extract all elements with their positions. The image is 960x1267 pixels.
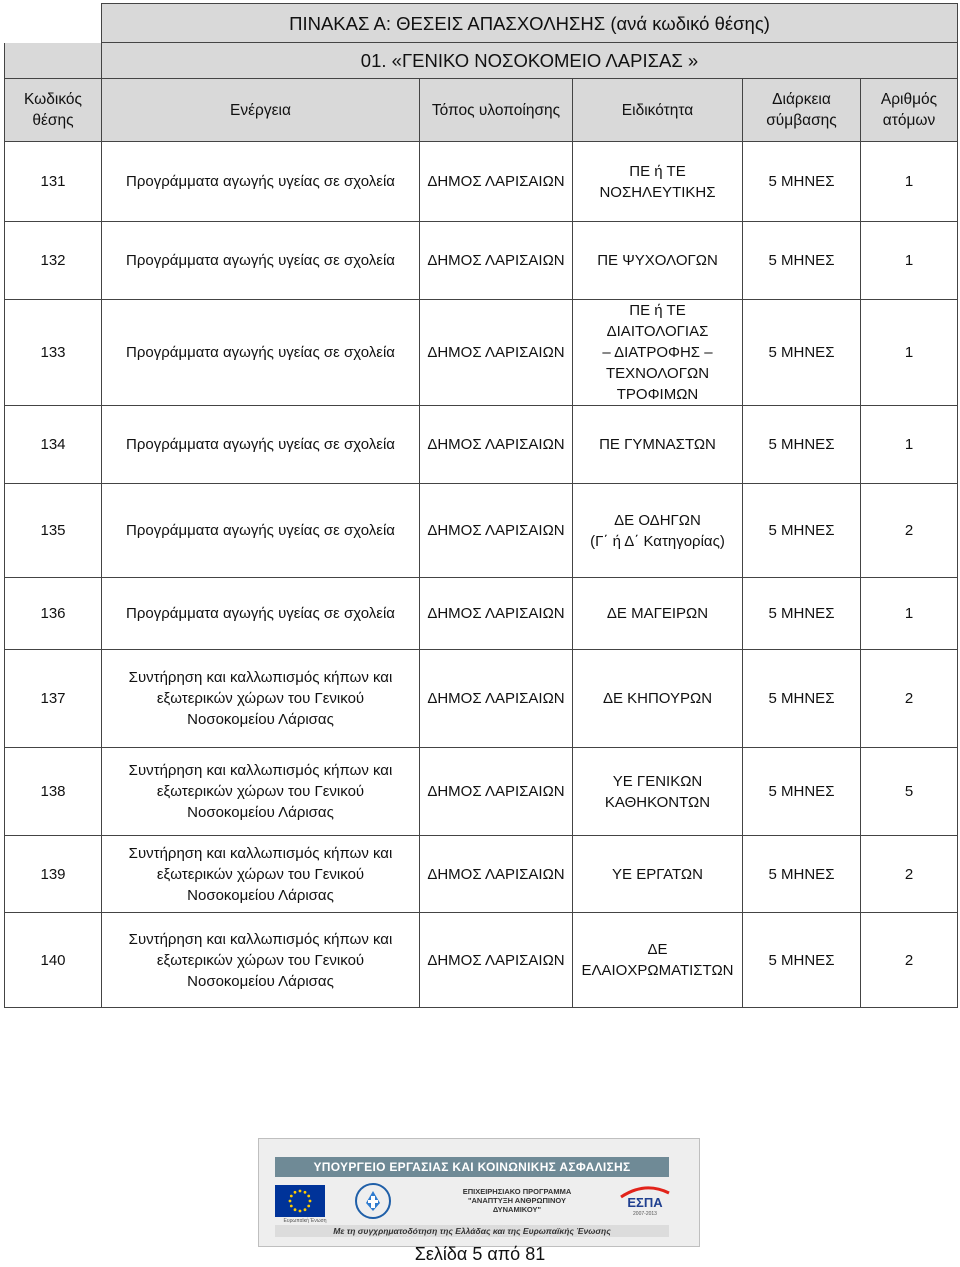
cell-specialty: ΠΕ ΨΥΧΟΛΟΓΩΝ: [573, 222, 743, 300]
table-row: [5, 836, 958, 913]
cell-duration: 5 ΜΗΝΕΣ: [743, 748, 861, 836]
cell-location: ΔΗΜΟΣ ΛΑΡΙΣΑΙΩΝ: [420, 748, 573, 836]
greek-emblem-icon: [353, 1181, 393, 1221]
table-title-row: [5, 4, 958, 43]
cell-count: 1: [861, 300, 958, 406]
cell-specialty: ΔΕ ΚΗΠΟΥΡΩΝ: [573, 650, 743, 748]
cell-code: 136: [5, 578, 102, 650]
cell-specialty: ΔΕ ΟΔΗΓΩΝ (Γ΄ ή Δ΄ Κατηγορίας): [573, 484, 743, 578]
table-row: [5, 406, 958, 484]
header-count: Αριθμός ατόμων: [861, 79, 958, 142]
cell-specialty: ΥΕ ΓΕΝΙΚΩΝ ΚΑΘΗΚΟΝΤΩΝ: [573, 748, 743, 836]
cell-specialty: ΔΕ ΜΑΓΕΙΡΩΝ: [573, 578, 743, 650]
cell-count: 1: [861, 222, 958, 300]
table-row: [5, 142, 958, 222]
cell-count: 2: [861, 913, 958, 1008]
cell-count: 2: [861, 650, 958, 748]
cell-location: ΔΗΜΟΣ ΛΑΡΙΣΑΙΩΝ: [420, 142, 573, 222]
cell-code: 131: [5, 142, 102, 222]
cell-code: 133: [5, 300, 102, 406]
cell-code: 135: [5, 484, 102, 578]
cell-code: 137: [5, 650, 102, 748]
cell-activity: Συντήρηση και καλλωπισμός κήπων και εξωτερικών χώρων του Γενικού Νοσοκομείου Λάρισας: [102, 913, 420, 1008]
cell-count: 1: [861, 406, 958, 484]
cell-activity: Προγράμματα αγωγής υγείας σε σχολεία: [102, 406, 420, 484]
cell-duration: 5 ΜΗΝΕΣ: [743, 836, 861, 913]
table-title: ΠΙΝΑΚΑΣ Α: ΘΕΣΕΙΣ ΑΠΑΣΧΟΛΗΣΗΣ (ανά κωδικό θέσης): [102, 4, 958, 43]
cell-specialty: ΥΕ ΕΡΓΑΤΩΝ: [573, 836, 743, 913]
header-location: Τόπος υλοποίησης: [420, 79, 573, 142]
svg-text:ΕΣΠΑ: ΕΣΠΑ: [627, 1195, 663, 1210]
table-row: [5, 913, 958, 1008]
cell-activity: Προγράμματα αγωγής υγείας σε σχολεία: [102, 142, 420, 222]
cell-activity: Συντήρηση και καλλωπισμός κήπων και εξωτερικών χώρων του Γενικού Νοσοκομείου Λάρισας: [102, 836, 420, 913]
cell-count: 2: [861, 484, 958, 578]
cell-activity: Προγράμματα αγωγής υγείας σε σχολεία: [102, 578, 420, 650]
table-row: [5, 222, 958, 300]
cell-location: ΔΗΜΟΣ ΛΑΡΙΣΑΙΩΝ: [420, 300, 573, 406]
cell-specialty: ΠΕ ή ΤΕ ΔΙΑΙΤΟΛΟΓΙΑΣ – ΔΙΑΤΡΟΦΗΣ – ΤΕΧΝΟΛΟΓΩΝ ΤΡΟΦΙΜΩΝ: [573, 300, 743, 406]
cell-count: 2: [861, 836, 958, 913]
cell-code: 134: [5, 406, 102, 484]
cofunding-tagline: Με τη συγχρηματοδότηση της Ελλάδας και της Ευρωπαϊκής Ένωσης: [275, 1225, 669, 1237]
program-name: ΕΠΙΧΕΙΡΗΣΙΑΚΟ ΠΡΟΓΡΑΜΜΑ "ΑΝΑΠΤΥΞΗ ΑΝΘΡΩΠΙΝΟΥ ΔΥΝΑΜΙΚΟΥ": [462, 1187, 572, 1214]
cell-location: ΔΗΜΟΣ ΛΑΡΙΣΑΙΩΝ: [420, 578, 573, 650]
cell-location: ΔΗΜΟΣ ΛΑΡΙΣΑΙΩΝ: [420, 913, 573, 1008]
header-row: [5, 79, 958, 142]
header-duration: Διάρκεια σύμβασης: [743, 79, 861, 142]
cell-location: ΔΗΜΟΣ ΛΑΡΙΣΑΙΩΝ: [420, 836, 573, 913]
cell-location: ΔΗΜΟΣ ΛΑΡΙΣΑΙΩΝ: [420, 406, 573, 484]
table-subtitle: 01. «ΓΕΝΙΚΟ ΝΟΣΟΚΟΜΕΙΟ ΛΑΡΙΣΑΣ »: [102, 43, 958, 79]
cell-duration: 5 ΜΗΝΕΣ: [743, 578, 861, 650]
cell-location: ΔΗΜΟΣ ΛΑΡΙΣΑΙΩΝ: [420, 650, 573, 748]
cell-count: 5: [861, 748, 958, 836]
table-row: [5, 300, 958, 406]
cell-duration: 5 ΜΗΝΕΣ: [743, 142, 861, 222]
cell-code: 132: [5, 222, 102, 300]
cell-specialty: ΠΕ ή ΤΕ ΝΟΣΗΛΕΥΤΙΚΗΣ: [573, 142, 743, 222]
header-activity: Ενέργεια: [102, 79, 420, 142]
cell-code: 140: [5, 913, 102, 1008]
cell-activity: Προγράμματα αγωγής υγείας σε σχολεία: [102, 484, 420, 578]
cell-duration: 5 ΜΗΝΕΣ: [743, 913, 861, 1008]
cell-activity: Προγράμματα αγωγής υγείας σε σχολεία: [102, 222, 420, 300]
cell-specialty: ΠΕ ΓΥΜΝΑΣΤΩΝ: [573, 406, 743, 484]
cell-activity: Προγράμματα αγωγής υγείας σε σχολεία: [102, 300, 420, 406]
table-subtitle-row: [5, 43, 958, 79]
cell-count: 1: [861, 578, 958, 650]
espa-years: 2007-2013: [633, 1211, 657, 1217]
cell-duration: 5 ΜΗΝΕΣ: [743, 484, 861, 578]
cell-location: ΔΗΜΟΣ ΛΑΡΙΣΑΙΩΝ: [420, 484, 573, 578]
ministry-banner: ΥΠΟΥΡΓΕΙΟ ΕΡΓΑΣΙΑΣ ΚΑΙ ΚΟΙΝΩΝΙΚΗΣ ΑΣΦΑΛΙΣΗΣ: [275, 1157, 669, 1177]
cell-duration: 5 ΜΗΝΕΣ: [743, 650, 861, 748]
cell-duration: 5 ΜΗΝΕΣ: [743, 222, 861, 300]
cell-code: 139: [5, 836, 102, 913]
cell-activity: Συντήρηση και καλλωπισμός κήπων και εξωτερικών χώρων του Γενικού Νοσοκομείου Λάρισας: [102, 650, 420, 748]
cell-count: 1: [861, 142, 958, 222]
cell-location: ΔΗΜΟΣ ΛΑΡΙΣΑΙΩΝ: [420, 222, 573, 300]
cell-activity: Συντήρηση και καλλωπισμός κήπων και εξωτερικών χώρων του Γενικού Νοσοκομείου Λάρισας: [102, 748, 420, 836]
header-specialty: Ειδικότητα: [573, 79, 743, 142]
program-logo: [258, 1138, 700, 1247]
eu-label: Ευρωπαϊκή Ένωση: [283, 1218, 327, 1224]
table-row: [5, 484, 958, 578]
eu-flag-icon: [275, 1185, 325, 1217]
cell-specialty: ΔΕ ΕΛΑΙΟΧΡΩΜΑΤΙΣΤΩΝ: [573, 913, 743, 1008]
cell-duration: 5 ΜΗΝΕΣ: [743, 300, 861, 406]
table-row: [5, 578, 958, 650]
positions-table: [4, 3, 958, 1008]
header-code: Κωδικός θέσης: [5, 79, 102, 142]
cell-code: 138: [5, 748, 102, 836]
page-number: Σελίδα 5 από 81: [414, 1244, 546, 1264]
table-row: [5, 748, 958, 836]
table-row: [5, 650, 958, 748]
cell-duration: 5 ΜΗΝΕΣ: [743, 406, 861, 484]
